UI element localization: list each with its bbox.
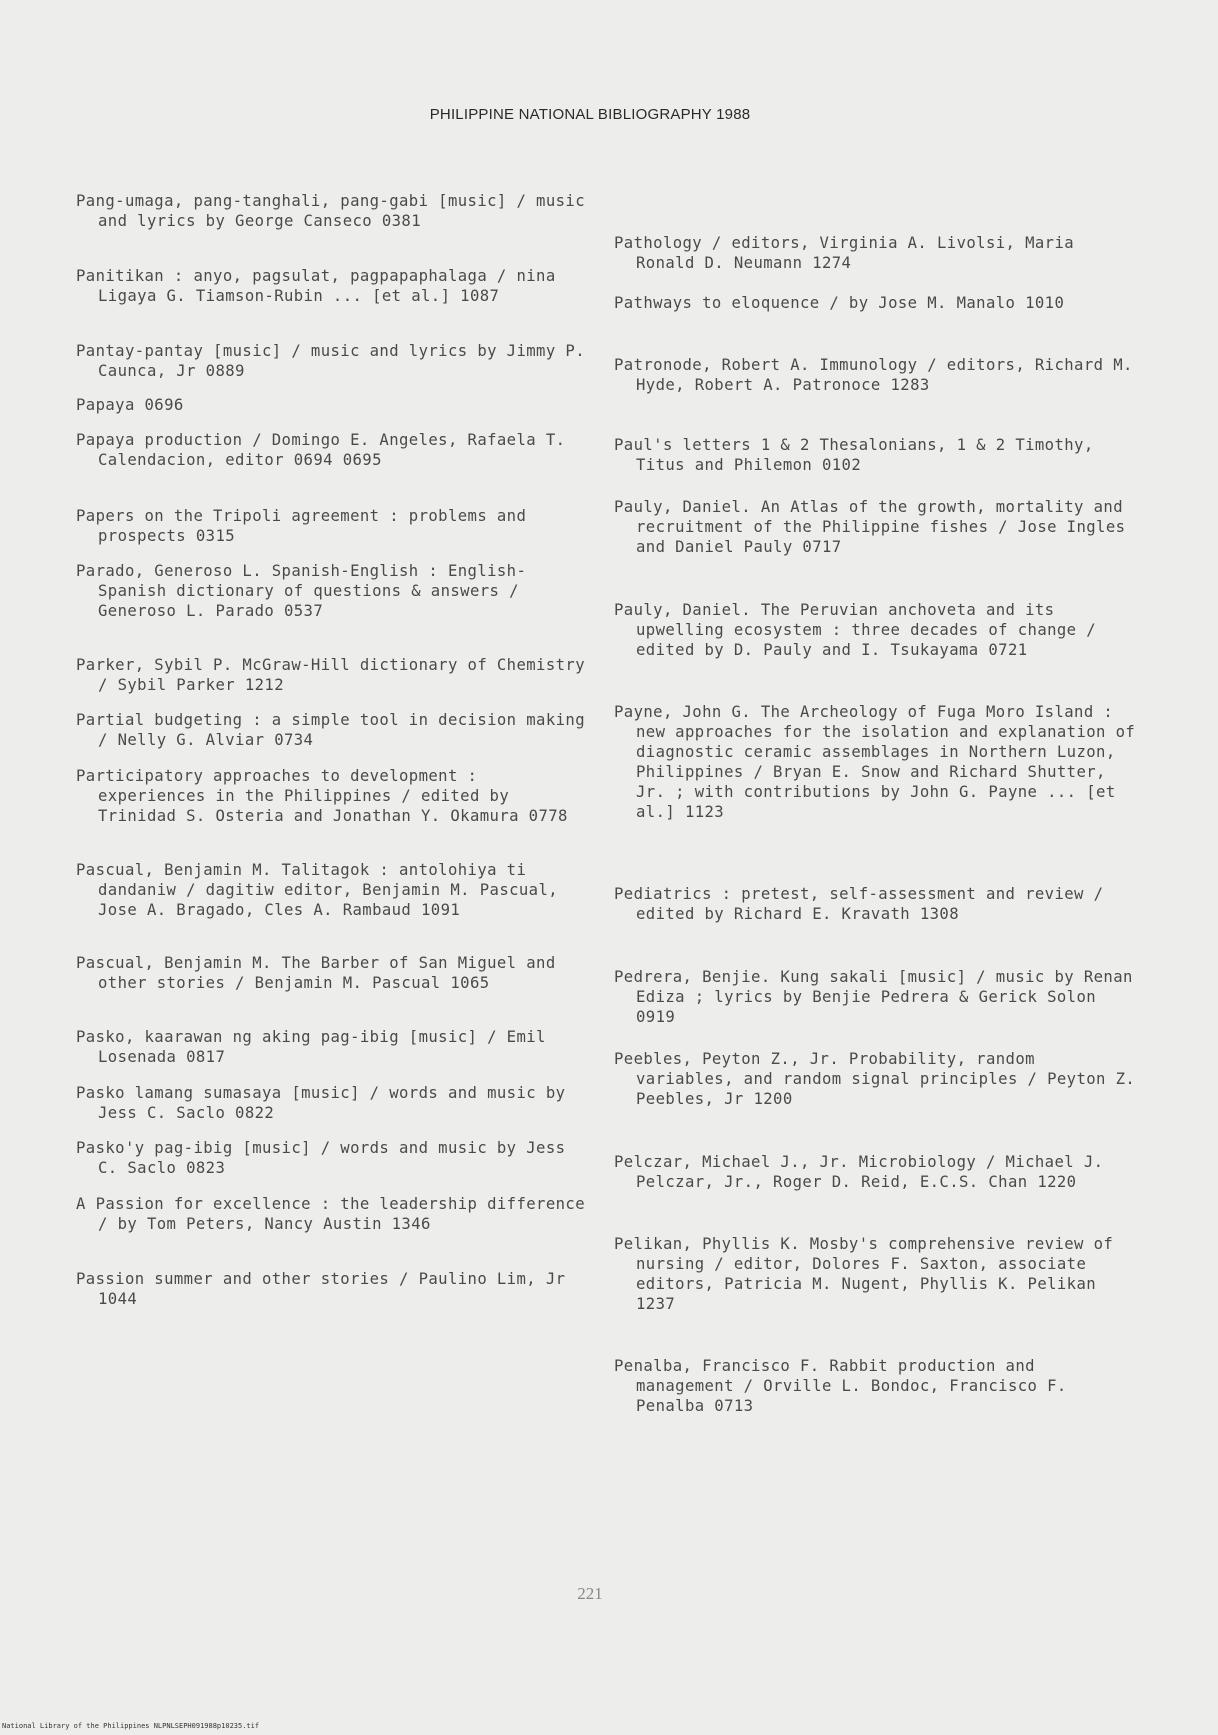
bib-entry: Parker, Sybil P. McGraw-Hill dictionary of Chemistry / Sybil Parker 1212: [76, 656, 585, 694]
bib-entry: Pathways to eloquence / by Jose M. Manalo 1010: [614, 294, 1065, 312]
bib-entry: Pelczar, Michael J., Jr. Microbiology / Michael J. Pelczar, Jr., Roger D. Reid, E.C.S. Chan 1220: [614, 1153, 1104, 1191]
bib-entry: Participatory approaches to development : experiences in the Philippines / edited by Trinidad S. Osteria and Jonathan Y. Okamura 0778: [76, 767, 568, 825]
bib-entry: Pang-umaga, pang-tanghali, pang-gabi [music] / music and lyrics by George Canseco 0381: [76, 192, 585, 230]
bib-entry: Pasko, kaarawan ng aking pag-ibig [music] / Emil Losenada 0817: [76, 1028, 546, 1066]
scan-footer: National Library of the Philippines NLPNLSEPH091988p10235.tif: [2, 1722, 260, 1730]
bib-entry: Pelikan, Phyllis K. Mosby's comprehensive review of nursing / editor, Dolores F. Saxton, associate editors, Patricia M. Nugent, Phyllis K. Pelikan 1237: [614, 1235, 1114, 1313]
bib-entry: Payne, John G. The Archeology of Fuga Moro Island : new approaches for the isolation and explanation of diagnostic ceramic assemblages in Northern Luzon, Philippines / Bryan E. Snow and Richard Shutter, Jr. ; with contributions by John G. Payne ... [et al.] 1123: [614, 703, 1136, 821]
bib-entry: Paul's letters 1 & 2 Thesalonians, 1 & 2 Timothy, Titus and Philemon 0102: [614, 436, 1094, 474]
bib-entry: Pediatrics : pretest, self-assessment and review / edited by Richard E. Kravath 1308: [614, 885, 1104, 923]
bib-entry: Papers on the Tripoli agreement : problems and prospects 0315: [76, 507, 527, 545]
bib-entry: Pathology / editors, Virginia A. Livolsi, Maria Ronald D. Neumann 1274: [614, 234, 1075, 272]
bib-entry: Pascual, Benjamin M. Talitagok : antolohiya ti dandaniw / dagitiw editor, Benjamin M. Pascual, Jose A. Bragado, Cles A. Rambaud 1091: [76, 861, 559, 919]
bib-entry: Penalba, Francisco F. Rabbit production and management / Orville L. Bondoc, Francisco F. Penalba 0713: [614, 1357, 1067, 1415]
bib-entry: Papaya production / Domingo E. Angeles, Rafaela T. Calendacion, editor 0694 0695: [76, 431, 566, 469]
bib-entry: Pauly, Daniel. An Atlas of the growth, mortality and recruitment of the Philippine fishes / Jose Ingles and Daniel Pauly 0717: [614, 498, 1126, 556]
bib-entry: Parado, Generoso L. Spanish-English : English-Spanish dictionary of questions & answers / Generoso L. Parado 0537: [76, 562, 527, 620]
bib-entry: Papaya 0696: [76, 396, 184, 414]
bib-entry: Patronode, Robert A. Immunology / editors, Richard M. Hyde, Robert A. Patronoce 1283: [614, 356, 1133, 394]
page-number: 221: [577, 1584, 603, 1603]
bib-entry: A Passion for excellence : the leadership difference / by Tom Peters, Nancy Austin 1346: [76, 1195, 585, 1233]
bib-entry: Partial budgeting : a simple tool in decision making / Nelly G. Alviar 0734: [76, 711, 585, 749]
bib-entry: Pauly, Daniel. The Peruvian anchoveta and its upwelling ecosystem : three decades of change / edited by D. Pauly and I. Tsukayama 0721: [614, 601, 1097, 659]
bib-entry: Pasko'y pag-ibig [music] / words and music by Jess C. Saclo 0823: [76, 1139, 566, 1177]
bib-entry: Passion summer and other stories / Paulino Lim, Jr 1044: [76, 1270, 566, 1308]
page-header: PHILIPPINE NATIONAL BIBLIOGRAPHY 1988: [429, 106, 751, 123]
bib-entry: Pascual, Benjamin M. The Barber of San Miguel and other stories / Benjamin M. Pascual 1065: [76, 954, 556, 992]
bib-entry: Pantay-pantay [music] / music and lyrics by Jimmy P. Caunca, Jr 0889: [76, 342, 585, 380]
bib-entry: Panitikan : anyo, pagsulat, pagpapaphalaga / nina Ligaya G. Tiamson-Rubin ... [et al.] 1087: [76, 267, 556, 305]
bib-entry: Pedrera, Benjie. Kung sakali [music] / music by Renan Ediza ; lyrics by Benjie Pedrera & Gerick Solon 0919: [614, 968, 1133, 1026]
bib-entry: Peebles, Peyton Z., Jr. Probability, random variables, and random signal principles / Peyton Z. Peebles, Jr 1200: [614, 1050, 1136, 1108]
bib-entry: Pasko lamang sumasaya [music] / words and music by Jess C. Saclo 0822: [76, 1084, 566, 1122]
